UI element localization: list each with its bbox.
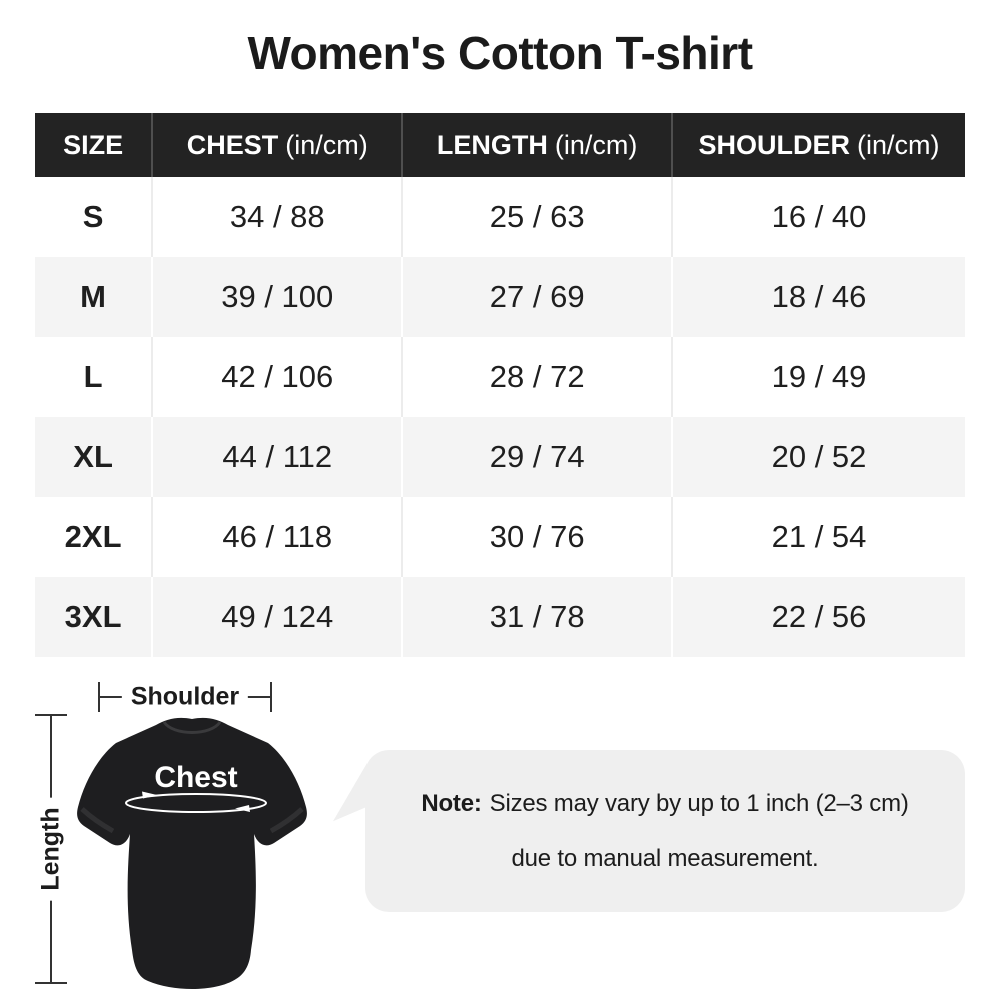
size-value: 3XL <box>35 577 152 657</box>
size-chart-table <box>35 113 965 657</box>
size-value: 2XL <box>35 497 152 577</box>
note-bubble <box>365 750 965 912</box>
shoulder-value: 19 / 49 <box>672 337 965 417</box>
chest-value: 44 / 112 <box>152 417 402 497</box>
note-bubble-tail <box>333 763 367 823</box>
chest-value: 49 / 124 <box>152 577 402 657</box>
note-line-1 <box>421 776 908 831</box>
shoulder-value: 22 / 56 <box>672 577 965 657</box>
length-value: 31 / 78 <box>402 577 672 657</box>
shoulder-value: 20 / 52 <box>672 417 965 497</box>
length-value: 30 / 76 <box>402 497 672 577</box>
tshirt-body <box>77 718 307 989</box>
length-value: 29 / 74 <box>402 417 672 497</box>
table-row-m <box>35 257 965 337</box>
length-value: 25 / 63 <box>402 177 672 257</box>
column-header-shoulder: SHOULDER (in/cm) <box>672 113 965 177</box>
note-label: Note: <box>421 790 482 817</box>
chest-value: 39 / 100 <box>152 257 402 337</box>
note-line-2 <box>512 831 819 886</box>
note-text-1: Sizes may vary by up to 1 inch (2–3 cm) <box>489 790 909 817</box>
chest-value: 34 / 88 <box>152 177 402 257</box>
column-header-size: SIZE <box>35 113 152 177</box>
table-row-3xl <box>35 577 965 657</box>
column-header-length: LENGTH (in/cm) <box>402 113 672 177</box>
chest-value: 42 / 106 <box>152 337 402 417</box>
chest-label: Chest <box>154 761 238 794</box>
table-header-row <box>35 113 965 177</box>
length-value: 27 / 69 <box>402 257 672 337</box>
length-guide-bottom-tick <box>35 982 67 984</box>
size-value: L <box>35 337 152 417</box>
table-row-2xl <box>35 497 965 577</box>
shoulder-measurement-guide <box>98 682 272 712</box>
length-measurement-guide <box>35 714 67 984</box>
table-row-l <box>35 337 965 417</box>
length-label: Length <box>37 797 66 900</box>
shoulder-value: 21 / 54 <box>672 497 965 577</box>
page-title: Women's Cotton T-shirt <box>247 27 753 79</box>
size-value: S <box>35 177 152 257</box>
size-value: XL <box>35 417 152 497</box>
shoulder-value: 16 / 40 <box>672 177 965 257</box>
shoulder-value: 18 / 46 <box>672 257 965 337</box>
note-text-2: due to manual measurement. <box>511 845 819 872</box>
chest-value: 46 / 118 <box>152 497 402 577</box>
tshirt-illustration <box>70 715 315 995</box>
shoulder-label: Shoulder <box>122 683 248 712</box>
table-row-s <box>35 177 965 257</box>
length-value: 28 / 72 <box>402 337 672 417</box>
shoulder-guide-right-tick <box>270 682 272 712</box>
size-value: M <box>35 257 152 337</box>
table-row-xl <box>35 417 965 497</box>
column-header-chest: CHEST (in/cm) <box>152 113 402 177</box>
